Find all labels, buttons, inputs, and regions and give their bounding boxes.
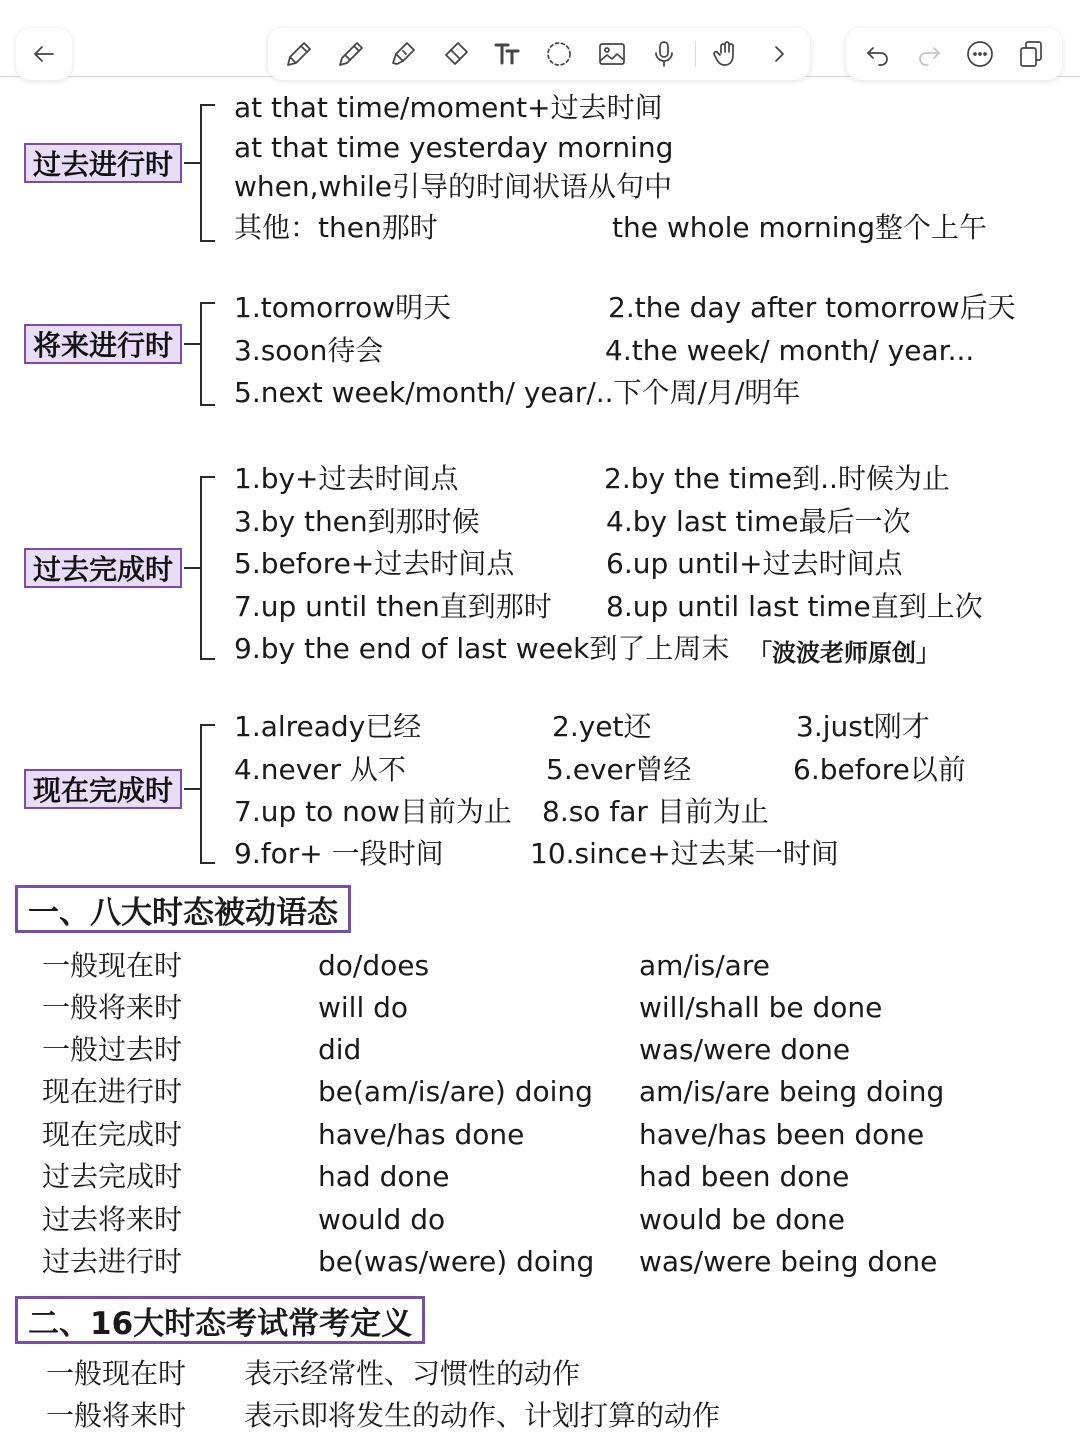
list-item: 3.soon待会 — [234, 334, 384, 367]
back-arrow-icon[interactable] — [23, 33, 65, 75]
text-line: at that time yesterday morning — [234, 131, 674, 164]
redo-icon[interactable] — [908, 33, 950, 75]
table-cell-active: did — [318, 1033, 362, 1066]
definition-cell-tense: 一般将来时 — [46, 1399, 187, 1432]
bracket-tick — [184, 788, 200, 790]
edit-toolbar — [846, 28, 1062, 80]
definition-cell-def: 表示经常性、习惯性的动作 — [244, 1357, 581, 1390]
list-item: 3.just刚才 — [796, 710, 930, 743]
text-line: the whole morning整个上午 — [612, 211, 988, 244]
tag-future-continuous: 将来进行时 — [24, 324, 182, 364]
table-cell-active: do/does — [318, 949, 430, 982]
definition-cell-def: 表示即将发生的动作、计划打算的动作 — [244, 1399, 721, 1432]
bracket — [200, 476, 215, 660]
bracket-tick — [184, 343, 200, 345]
bracket-tick — [184, 162, 200, 164]
text-tool-icon[interactable] — [486, 33, 528, 75]
table-cell-tense: 过去完成时 — [42, 1160, 183, 1193]
list-item: 7.up until then直到那时 — [234, 590, 552, 623]
bracket-tick — [184, 567, 200, 569]
text-line: 其他：then那时 — [234, 211, 438, 244]
list-item: 5.ever曾经 — [546, 753, 692, 786]
image-icon[interactable] — [591, 33, 633, 75]
table-cell-tense: 一般过去时 — [42, 1033, 183, 1066]
table-cell-tense: 现在完成时 — [42, 1118, 183, 1151]
highlighter-icon[interactable] — [382, 33, 424, 75]
table-cell-active: would do — [318, 1203, 446, 1236]
bracket — [200, 104, 215, 242]
table-cell-tense: 一般现在时 — [42, 949, 183, 982]
back-toolbar — [16, 28, 72, 80]
pencil-icon[interactable] — [330, 33, 372, 75]
section-title-passive: 一、八大时态被动语态 — [15, 885, 351, 933]
eraser-icon[interactable] — [434, 33, 476, 75]
list-item: 8.so far 目前为止 — [542, 795, 769, 828]
list-item: 2.by the time到..时候为止 — [604, 462, 950, 495]
table-cell-active: be(am/is/are) doing — [318, 1075, 593, 1108]
bracket — [200, 724, 215, 864]
table-cell-passive: have/has been done — [639, 1118, 925, 1151]
list-item: 2.the day after tomorrow后天 — [608, 291, 1016, 324]
original-credit: 「波波老师原创」 — [748, 639, 940, 667]
list-item: 10.since+过去某一时间 — [530, 837, 839, 870]
list-item: 4.by last time最后一次 — [606, 505, 911, 538]
table-cell-passive: am/is/are being doing — [639, 1075, 945, 1108]
text-line: at that time/moment+过去时间 — [234, 91, 663, 124]
list-item: 4.never 从不 — [234, 753, 406, 786]
definition-cell-tense: 一般现在时 — [46, 1357, 187, 1390]
table-cell-passive: had been done — [639, 1160, 850, 1193]
table-cell-tense: 一般将来时 — [42, 991, 183, 1024]
microphone-icon[interactable] — [643, 33, 685, 75]
list-item: 6.before以前 — [793, 753, 966, 786]
list-item: 7.up to now目前为止 — [234, 795, 512, 828]
list-item: 3.by then到那时候 — [234, 505, 480, 538]
table-cell-passive: would be done — [639, 1203, 846, 1236]
list-item: 5.before+过去时间点 — [234, 547, 515, 580]
list-item: 1.by+过去时间点 — [234, 462, 459, 495]
tag-past-perfect: 过去完成时 — [24, 548, 182, 588]
table-cell-active: be(was/were) doing — [318, 1245, 595, 1278]
table-cell-tense: 过去将来时 — [42, 1203, 183, 1236]
table-cell-passive: am/is/are — [639, 949, 770, 982]
table-cell-tense: 现在进行时 — [42, 1075, 183, 1108]
chevron-right-icon[interactable] — [758, 33, 800, 75]
toolbar-separator — [695, 41, 696, 67]
tag-past-continuous: 过去进行时 — [24, 143, 182, 183]
table-cell-passive: was/were done — [639, 1033, 851, 1066]
bracket — [200, 302, 215, 406]
drawing-toolbar — [268, 28, 810, 80]
list-item: 9.by the end of last week到了上周末 — [234, 632, 730, 665]
table-cell-active: will do — [318, 991, 409, 1024]
section-title-definitions: 二、16大时态考试常考定义 — [15, 1296, 425, 1344]
list-item: 6.up until+过去时间点 — [606, 547, 903, 580]
table-cell-active: have/has done — [318, 1118, 525, 1151]
pen-icon[interactable] — [278, 33, 320, 75]
lasso-icon[interactable] — [538, 33, 580, 75]
list-item: 1.tomorrow明天 — [234, 291, 452, 324]
tag-present-perfect: 现在完成时 — [24, 769, 182, 809]
list-item: 8.up until last time直到上次 — [606, 590, 983, 623]
list-item: 9.for+ 一段时间 — [234, 837, 444, 870]
table-cell-passive: was/were being done — [639, 1245, 938, 1278]
hand-icon[interactable] — [706, 33, 748, 75]
list-item: 1.already已经 — [234, 710, 422, 743]
list-item: 4.the week/ month/ year... — [605, 334, 975, 367]
table-cell-active: had done — [318, 1160, 450, 1193]
table-cell-tense: 过去进行时 — [42, 1245, 183, 1278]
list-item: 2.yet还 — [552, 710, 652, 743]
pages-icon[interactable] — [1010, 33, 1052, 75]
text-line: when,while引导的时间状语从句中 — [234, 170, 672, 203]
undo-icon[interactable] — [857, 33, 899, 75]
list-item: 5.next week/month/ year/..下个周/月/明年 — [234, 376, 801, 409]
more-icon[interactable] — [959, 33, 1001, 75]
table-cell-passive: will/shall be done — [639, 991, 883, 1024]
